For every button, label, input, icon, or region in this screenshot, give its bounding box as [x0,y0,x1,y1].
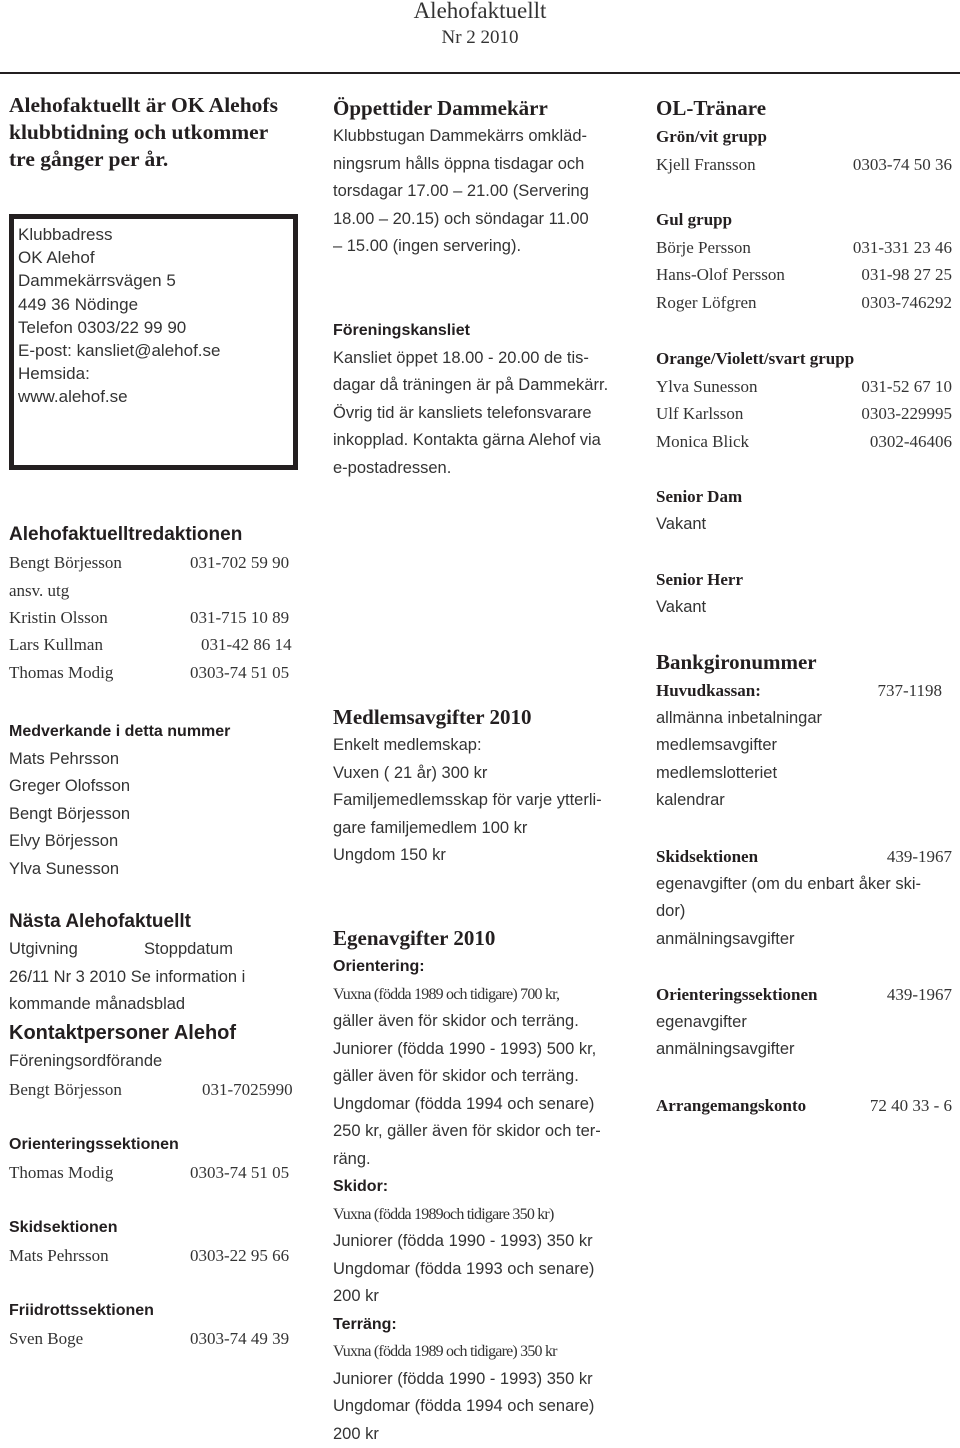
trainers-heading: OL-Tränare [656,94,952,123]
header-rule [0,72,960,74]
hours-line: – 15.00 (ingen servering). [333,233,633,261]
fees-line: Ungdomar (födda 1994 och senare) [333,1091,633,1119]
office-line: Kansliet öppet 18.00 - 20.00 de tis- [333,345,633,373]
fees-line: Vuxna (födda 1989 och tidigare) 350 kr [333,1338,633,1366]
hours-line: ningsrum hålls öppna tisdagar och [333,151,633,179]
membership-line: gare familjemedlem 100 kr [333,815,633,843]
intro-line: Alehofaktuellt är OK Alehofs [9,92,309,119]
fees-group-title: Skidor: [333,1173,633,1201]
address-line: 449 36 Nödinge [18,293,293,316]
hours-block [333,94,633,261]
fees-group-title: Orientering: [333,953,633,981]
hours-line: 18.00 – 20.15) och söndagar 11.00 [333,206,633,234]
page-header [0,0,960,50]
trainers-block [656,94,952,178]
section-title: Orienteringssektionen [9,1131,309,1159]
editorial-row: Bengt Börjesson 031-702 59 90 [9,549,309,577]
section-title: Friidrottssektionen [9,1297,309,1325]
contributor-name: Bengt Börjesson [9,801,309,829]
bank-event-row: Arrangemangskonto 72 40 33 - 6 [656,1092,952,1120]
address-line: Hemsida: [18,362,293,385]
editorial-row: Thomas Modig 0303-74 51 05 [9,659,309,687]
hours-line: Klubbstugan Dammekärrs omkläd- [333,123,633,151]
membership-line: Ungdom 150 kr [333,842,633,870]
section-contact-row: Thomas Modig 0303-74 51 05 [9,1159,309,1187]
chair-label: Föreningsordförande [9,1048,309,1076]
senior-herr-block [656,566,952,621]
address-line: Klubbadress [18,223,293,246]
address-line: Dammekärrsvägen 5 [18,269,293,292]
fees-line: 200 kr [333,1421,633,1448]
section-orient [9,1131,309,1186]
issue-number: Nr 2 2010 [0,26,960,50]
senior-dam-title: Senior Dam [656,483,952,511]
fees-block [333,924,633,1448]
bank-main-line: medlemsavgifter [656,732,952,760]
membership-heading: Medlemsavgifter 2010 [333,703,633,732]
contributors-heading: Medverkande i detta nummer [9,718,309,746]
bank-ski-row: Skidsektionen 439-1967 [656,843,952,871]
address-line: Telefon 0303/22 99 90 [18,316,293,339]
membership-line: Familjemedlemsskap för varje ytterli- [333,787,633,815]
next-issue-note: kommande månadsblad [9,991,309,1019]
next-issue-heading: Nästa Alehofaktuellt [9,907,309,936]
fees-line: Vuxna (födda 1989 och tidigare) 700 kr, [333,981,633,1009]
hours-line: torsdagar 17.00 – 21.00 (Servering [333,178,633,206]
fees-line: Vuxna (födda 1989och tidigare 350 kr) [333,1201,633,1229]
bank-event-block [656,1092,952,1120]
bank-orient-row: Orienteringssektionen 439-1967 [656,981,952,1009]
intro-block [9,92,309,173]
editorial-block [9,520,309,686]
fees-line: 250 kr, gäller även för skidor och ter- [333,1118,633,1146]
bank-main-row: Huvudkassan: 737-1198 [656,677,952,705]
trainer-group-title: Grön/vit grupp [656,123,952,151]
bank-ski-block [656,843,952,953]
fees-line: Juniorer (födda 1990 - 1993) 350 kr [333,1228,633,1256]
intro-line: klubbtidning och utkommer [9,119,309,146]
fees-line: räng. [333,1146,633,1174]
office-line: Övrig tid är kansliets telefonsvarare [333,400,633,428]
trainer-row: Hans-Olof Persson 031-98 27 25 [656,261,952,289]
bank-orient-block [656,981,952,1064]
trainer-row: Kjell Fransson 0303-74 50 36 [656,151,952,179]
next-issue-columns: Utgivning Stoppdatum [9,936,309,964]
trainer-group-orange [656,345,952,455]
trainer-row: Roger Löfgren 0303-746292 [656,289,952,317]
bank-block [656,648,952,815]
bank-main-line: kalendrar [656,787,952,815]
fees-line: gäller även för skidor och terräng. [333,1063,633,1091]
website-link[interactable]: www.alehof.se [18,385,293,408]
senior-herr-value: Vakant [656,594,952,622]
senior-herr-title: Senior Herr [656,566,952,594]
section-athletics [9,1297,309,1352]
bank-ski-line: dor) [656,898,952,926]
contributor-name: Ylva Sunesson [9,856,309,884]
bank-heading: Bankgironummer [656,648,952,677]
fees-line: Ungdomar (födda 1993 och senare) [333,1256,633,1284]
email-line[interactable]: E-post: kansliet@alehof.se [18,339,293,362]
chair-row: Bengt Börjesson 031-7025990 [9,1076,309,1104]
office-line: inkopplad. Kontakta gärna Alehof via [333,427,633,455]
office-block [333,317,633,482]
bank-ski-line: egenavgifter (om du enbart åker ski- [656,871,952,899]
hours-heading: Öppettider Dammekärr [333,94,633,123]
section-contact-row: Sven Boge 0303-74 49 39 [9,1325,309,1353]
bank-orient-line: anmälningsavgifter [656,1036,952,1064]
membership-block [333,703,633,870]
next-issue-date: 26/11 Nr 3 2010 Se information i [9,964,309,992]
contacts-block [9,1019,309,1103]
office-heading: Föreningskansliet [333,317,633,345]
senior-dam-block [656,483,952,538]
office-line: dagar då träningen är på Dammekärr. [333,372,633,400]
section-contact-row: Mats Pehrsson 0303-22 95 66 [9,1242,309,1270]
trainer-row: Ulf Karlsson 0303-229995 [656,400,952,428]
senior-dam-value: Vakant [656,511,952,539]
fees-heading: Egenavgifter 2010 [333,924,633,953]
membership-line: Vuxen ( 21 år) 300 kr [333,760,633,788]
trainer-group-title: Gul grupp [656,206,952,234]
section-title: Skidsektionen [9,1214,309,1242]
bank-orient-line: egenavgifter [656,1009,952,1037]
bank-main-line: allmänna inbetalningar [656,705,952,733]
address-line: OK Alehof [18,246,293,269]
membership-line: Enkelt medlemskap: [333,732,633,760]
section-ski [9,1214,309,1269]
fees-line: 200 kr [333,1283,633,1311]
fees-line: gäller även för skidor och terräng. [333,1008,633,1036]
contributors-block [9,718,309,883]
editorial-row: Lars Kullman 031-42 86 14 [9,631,309,659]
fees-line: Juniorer (födda 1990 - 1993) 500 kr, [333,1036,633,1064]
address-box [9,214,298,470]
trainer-group-title: Orange/Violett/svart grupp [656,345,952,373]
intro-line: tre gånger per år. [9,146,309,173]
newsletter-title: Alehofaktuellt [0,0,960,24]
contacts-heading: Kontaktpersoner Alehof [9,1019,309,1048]
editorial-row: Kristin Olsson 031-715 10 89 [9,604,309,632]
fees-line: Juniorer (födda 1990 - 1993) 350 kr [333,1366,633,1394]
next-issue-block [9,907,309,1019]
editorial-row: ansv. utg [9,577,309,604]
contributor-name: Mats Pehrsson [9,746,309,774]
contributor-name: Greger Olofsson [9,773,309,801]
fees-group-title: Terräng: [333,1311,633,1339]
office-line: e-postadressen. [333,455,633,483]
trainer-row: Ylva Sunesson 031-52 67 10 [656,373,952,401]
trainer-row: Börje Persson 031-331 23 46 [656,234,952,262]
trainer-group-yellow [656,206,952,316]
trainer-row: Monica Blick 0302-46406 [656,428,952,456]
fees-line: Ungdomar (födda 1994 och senare) [333,1393,633,1421]
bank-main-line: medlemslotteriet [656,760,952,788]
contributor-name: Elvy Börjesson [9,828,309,856]
bank-ski-line: anmälningsavgifter [656,926,952,954]
editorial-heading: Alehofaktuelltredaktionen [9,520,309,549]
